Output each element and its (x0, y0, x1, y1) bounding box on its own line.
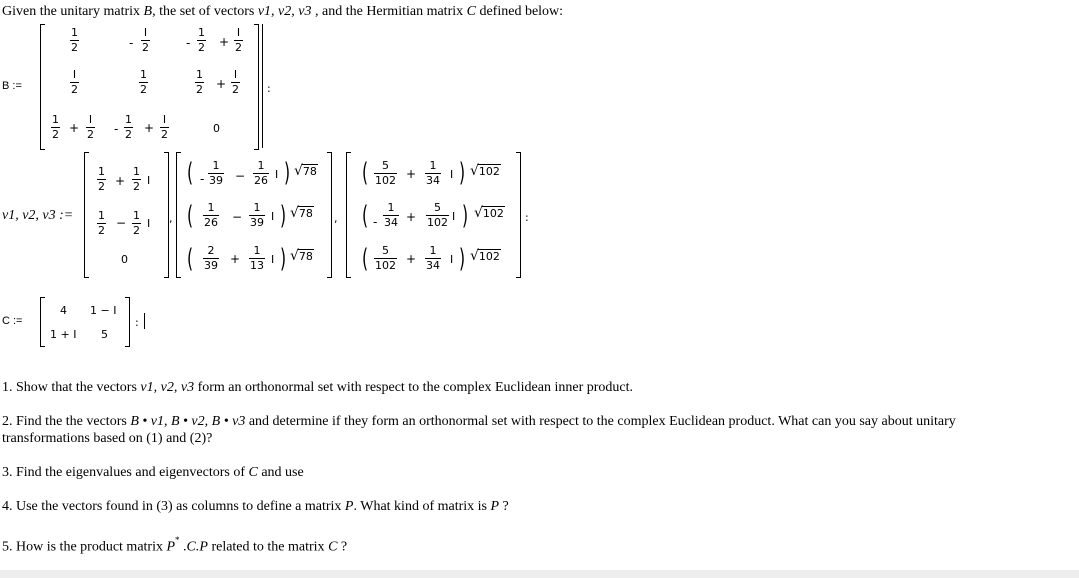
C-a21: 1 + I (50, 328, 77, 341)
v1-r2-b: 1 2 (133, 209, 140, 237)
v3-left-bracket (346, 152, 351, 278)
expr-CP: C.P (186, 539, 208, 555)
v1-left-bracket (84, 152, 89, 278)
v3-r2-i: I (452, 210, 456, 223)
symbol-C: C (328, 539, 338, 555)
v2-r2-i: I (271, 210, 275, 223)
v1-r2-minus: − (116, 216, 127, 230)
vectors-terminator: : (525, 211, 529, 224)
B-r1c1: 1 2 (71, 26, 78, 54)
v3-r1-b: 1 34 (426, 159, 440, 187)
v2-r1-i: I (275, 168, 279, 181)
B-r1c3-sign: - (186, 36, 191, 50)
v3-r2-sign: - (373, 215, 378, 229)
v2-r1-open-paren: ( (187, 158, 194, 188)
C-a11: 4 (60, 304, 67, 317)
B-r2c2: 1 2 (140, 68, 147, 96)
v1-r3: 0 (121, 253, 128, 266)
intro-text: , and the Hermitian matrix (311, 4, 467, 19)
B-r1c3-plus: + (219, 35, 230, 49)
C-a12: 1 − I (90, 304, 117, 317)
v2-right-bracket (327, 152, 332, 278)
question-2: 2. Find the the vectors B • v1, B • v2, B • v3 and determine if they form an orthonormal set with respect to the complex Euclidean product. What can you say about unitary (2, 414, 956, 429)
question-2-line2: transformations based on (1) and (2)? (2, 431, 213, 446)
B-r2c3-b: I 2 (232, 68, 239, 96)
intro-text: defined below: (475, 4, 564, 19)
v3-r2-plus: + (406, 210, 417, 224)
text-cursor[interactable] (144, 313, 145, 329)
v2-r3-sqrt: √78 (290, 248, 313, 264)
v3-right-bracket (516, 152, 521, 278)
v2-r3-b: 1 13 (250, 244, 264, 272)
v3-r3-sqrt: √102 (470, 248, 500, 264)
matrix-B-cursor-line (262, 24, 263, 148)
matrix-C-left-bracket (40, 297, 45, 347)
B-r3c1-a: 1 2 (52, 113, 59, 141)
B-r2c1: I 2 (71, 68, 78, 96)
vectors-separator: , (169, 212, 173, 225)
B-r1c2: I 2 (142, 26, 149, 54)
v3-r3-b: 1 34 (426, 244, 440, 272)
symbol-vectors: v1, v2, v3 (257, 4, 312, 19)
symbol-P: P (344, 499, 354, 514)
symbol-P: P (166, 539, 176, 555)
v2-r1-minus: − (235, 169, 246, 183)
v2-r1-a: 1 39 (209, 159, 223, 187)
v2-r2-sqrt: √78 (290, 205, 313, 221)
question-4: 4. Use the vectors found in (3) as columns to define a matrix P. What kind of matrix is P ? (2, 499, 509, 514)
v3-r2-b: 5 102 (427, 201, 448, 229)
v3-r2-open-paren: ( (362, 201, 369, 231)
matrix-C-right-bracket (125, 297, 130, 347)
v1-r2-i: I (147, 217, 151, 230)
v3-r3-i: I (450, 253, 454, 266)
v2-r1-sqrt: √78 (294, 163, 317, 179)
v3-r3-open-paren: ( (362, 244, 369, 274)
B-r3c2-sign: - (114, 122, 119, 136)
v3-r1-i: I (450, 168, 454, 181)
C-a22: 5 (101, 328, 108, 341)
v3-r1-a: 5 102 (375, 159, 396, 187)
v1-r1-a: 1 2 (98, 165, 105, 193)
matrix-C-label: C := (2, 315, 23, 327)
symbol-vectors: v1, v2, v3 (140, 380, 195, 395)
v3-r3-plus: + (406, 252, 417, 266)
B-r1c3-a: 1 2 (198, 26, 205, 54)
v2-r3-plus: + (230, 252, 241, 266)
intro-line (2, 4, 563, 20)
B-r3c3: 0 (213, 122, 220, 135)
v2-r2-b: 1 39 (250, 201, 264, 229)
matrix-B-label: B := (2, 80, 22, 92)
symbol-C: C (248, 465, 258, 480)
v1-r1-b: 1 2 (133, 165, 140, 193)
v2-r2-close-paren: ) (280, 201, 287, 231)
B-r3c2-b: I 2 (161, 113, 168, 141)
question-1: 1. Show that the vectors v1, v2, v3 form an orthonormal set with respect to the complex Euclidean inner product. (2, 380, 633, 395)
vectors-label: v1, v2, v3 := (2, 208, 74, 223)
v1-r2-a: 1 2 (98, 209, 105, 237)
v2-r3-i: I (271, 253, 275, 266)
v3-r2-sqrt: √102 (474, 205, 504, 221)
question-3: 3. Find the eigenvalues and eigenvectors of C and use (2, 465, 304, 480)
B-r3c1-plus: + (69, 121, 80, 135)
bottom-scroll-strip (0, 570, 1079, 578)
question-5: 5. How is the product matrix P* .C.P related to the matrix C ? (2, 535, 348, 555)
v2-r1-sign: - (200, 172, 205, 186)
B-r2c3-a: 1 2 (196, 68, 203, 96)
symbol-P: P (490, 499, 500, 514)
v2-r2-minus: − (232, 210, 243, 224)
v3-r1-plus: + (406, 167, 417, 181)
v2-left-bracket (176, 152, 181, 278)
v3-r3-close-paren: ) (459, 244, 466, 274)
conjugate-transpose-star: * (175, 535, 180, 545)
intro-text: Given the unitary matrix (2, 4, 144, 19)
vectors-separator: , (334, 212, 338, 225)
symbol-C: C (466, 4, 476, 19)
B-r3c2-plus: + (144, 121, 155, 135)
matrix-B-left-bracket (40, 24, 45, 150)
v1-r1-plus: + (115, 174, 126, 188)
v2-r3-close-paren: ) (280, 244, 287, 274)
B-r3c2-a: 1 2 (125, 113, 132, 141)
v2-r2-open-paren: ( (187, 201, 194, 231)
expr-B-times-v: B • v1, B • v2, B • v3 (130, 414, 246, 429)
B-r1c3-b: I 2 (235, 26, 242, 54)
v2-r2-a: 1 26 (204, 201, 218, 229)
v3-r3-a: 5 102 (375, 244, 396, 272)
B-r2c3-plus: + (216, 77, 227, 91)
B-r1c2-sign: - (129, 36, 134, 50)
v2-r3-a: 2 39 (204, 244, 218, 272)
intro-text: , the set of vectors (152, 4, 258, 19)
v3-r1-close-paren: ) (459, 158, 466, 188)
v2-r1-close-paren: ) (284, 158, 291, 188)
B-r3c1-b: I 2 (87, 113, 94, 141)
v1-r1-i: I (147, 174, 151, 187)
matrix-C-terminator: : (135, 316, 139, 329)
matrix-B-terminator: : (267, 82, 271, 95)
v3-r1-open-paren: ( (362, 158, 369, 188)
v3-r2-a: 1 34 (384, 201, 398, 229)
v2-r3-open-paren: ( (187, 244, 194, 274)
v3-r2-close-paren: ) (462, 201, 469, 231)
v2-r1-b: 1 26 (254, 159, 268, 187)
symbol-B: B (143, 4, 153, 19)
v3-r1-sqrt: √102 (470, 163, 500, 179)
matrix-B-right-bracket (254, 24, 259, 150)
